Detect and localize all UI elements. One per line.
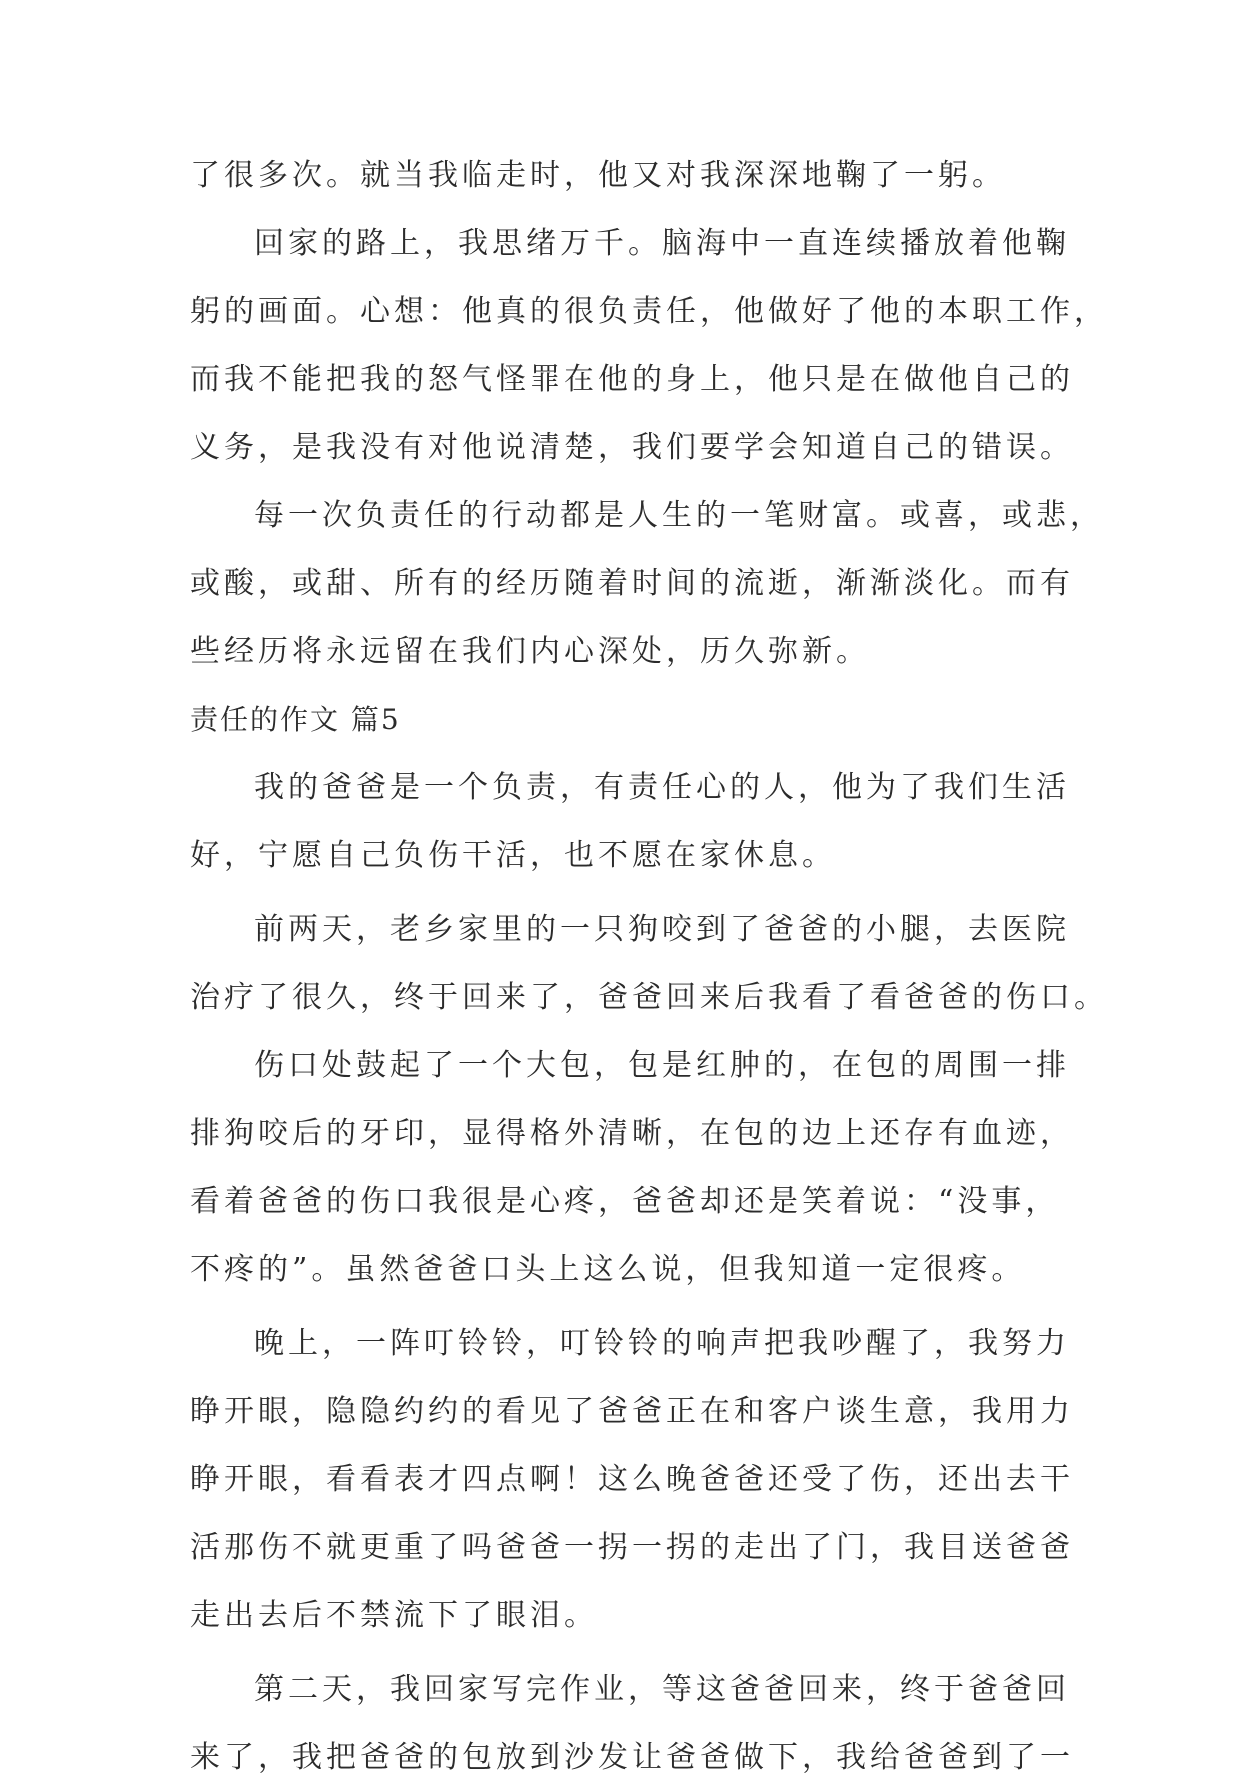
section-heading: 责任的作文 篇5 [190,703,401,736]
text-line: 了很多次。就当我临走时，他又对我深深地鞠了一躬。 [190,158,1006,193]
text-line: 来了，我把爸爸的包放到沙发让爸爸做下，我给爸爸到了一 [190,1740,1074,1775]
text-line: 或酸，或甜、所有的经历随着时间的流逝，渐渐淡化。而有 [190,566,1074,601]
text-line: 而我不能把我的怒气怪罪在他的身上，他只是在做他自己的 [190,362,1074,397]
text-line: 不疼的”。虽然爸爸口头上这么说，但我知道一定很疼。 [190,1252,1026,1287]
paragraph-start-line: 回家的路上，我思绪万千。脑海中一直连续播放着他鞠 [254,226,1070,261]
paragraph-start-line: 每一次负责任的行动都是人生的一笔财富。或喜，或悲， [254,498,1104,533]
document-body [190,158,1108,1776]
paragraph-start-line: 第二天，我回家写完作业，等这爸爸回来，终于爸爸回 [254,1672,1070,1707]
text-line: 睁开眼，隐隐约约的看见了爸爸正在和客户谈生意，我用力 [190,1394,1074,1429]
text-line: 活那伤不就更重了吗爸爸一拐一拐的走出了门，我目送爸爸 [190,1530,1074,1565]
text-line: 睁开眼，看看表才四点啊！这么晚爸爸还受了伤，还出去干 [190,1462,1074,1497]
text-line: 躬的画面。心想：他真的很负责任，他做好了他的本职工作， [190,294,1108,329]
paragraph-start-line: 伤口处鼓起了一个大包，包是红肿的，在包的周围一排 [254,1048,1070,1083]
paragraph-start-line: 晚上，一阵叮铃铃，叮铃铃的响声把我吵醒了，我努力 [254,1326,1070,1361]
text-line: 排狗咬后的牙印，显得格外清晰，在包的边上还存有血迹， [190,1116,1074,1151]
text-line: 走出去后不禁流下了眼泪。 [190,1598,598,1633]
paragraph-start-line: 前两天，老乡家里的一只狗咬到了爸爸的小腿，去医院 [254,912,1070,947]
text-line: 些经历将永远留在我们内心深处，历久弥新。 [190,634,870,669]
text-line: 看着爸爸的伤口我很是心疼，爸爸却还是笑着说：“没事， [190,1184,1060,1219]
text-line: 义务，是我没有对他说清楚，我们要学会知道自己的错误。 [190,430,1074,465]
paragraph-start-line: 我的爸爸是一个负责，有责任心的人，他为了我们生活 [254,770,1070,805]
text-line: 治疗了很久，终于回来了，爸爸回来后我看了看爸爸的伤口。 [190,980,1108,1015]
text-line: 好，宁愿自己负伤干活，也不愿在家休息。 [190,838,836,873]
